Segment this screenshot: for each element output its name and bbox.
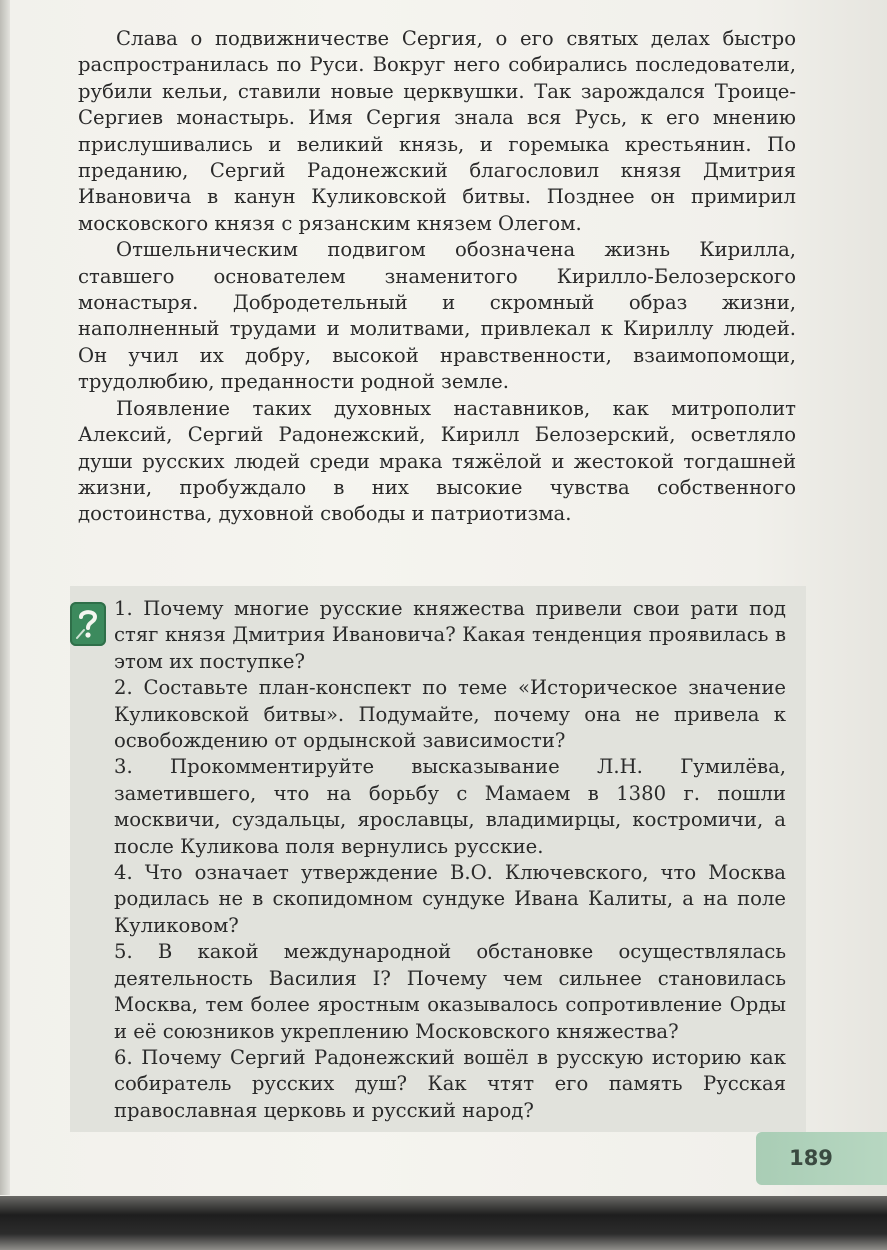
question-item: 5. В какой международной обстановке осуществлялась деятельность Василия I? Почему чем сильнее становилась Москва, тем более яростным оказывалось сопротивление Орды и её союзников укреплению Московского княжества? (114, 940, 786, 1043)
page-number-tab (756, 1132, 887, 1185)
paragraph: Отшельническим подвигом обозначена жизнь Кирилла, ставшего основателем знаменитого Кирилло-Белозерского монастыря. Добродетельный и скромный образ жизни, наполненный трудами и молитвами, привлекал к Кириллу людей. Он учил их добру, высокой нравственности, взаимопомощи, трудолюбию, преданности родной земле. (78, 238, 796, 394)
scan-edge (0, 0, 10, 1195)
question-item: 6. Почему Сергий Радонежский вошёл в русскую историю как собиратель русских душ? Как чтят его память Русская православная церковь и русский народ? (114, 1045, 786, 1122)
page-number: 189 (789, 1146, 833, 1170)
question-item: 2. Составьте план-конспект по теме «Историческое значение Куликовской битвы». Подумайте, почему она не привела к освобождению от ордынской зависимости? (114, 676, 786, 753)
questions-list (114, 596, 786, 1124)
question-item: 3. Прокомментируйте высказывание Л.Н. Гумилёва, заметившего, что на борьбу с Мамаем в 1380 г. пошли москвичи, суздальцы, ярославцы, владимирцы, костромичи, а после Куликова поля вернулись русские. (114, 755, 786, 858)
question-item: 4. Что означает утверждение В.О. Ключевского, что Москва родилась не в скопидомном сундуке Ивана Калиты, а на поле Куликовом? (114, 861, 786, 937)
question-mark-icon (70, 602, 106, 646)
paragraph: Слава о подвижничестве Сергия, о его святых делах быстро распространилась по Руси. Вокруг него собирались последователи, рубили кельи, ставили новые церквушки. Так зарождался Троице-Сергиев монастырь. Имя Сергия знала вся Русь, к его мнению прислушивались и великий князь, и горемыка крестьянин. По преданию, Сергий Радонежский благословил князя Дмитрия Ивановича в канун Куликовской битвы. Позднее он примирил московского князя с рязанским князем Олегом. (78, 27, 796, 235)
scan-bottom-shadow (0, 1196, 887, 1250)
question-item: 1. Почему многие русские княжества привели свои рати под стяг князя Дмитрия Ивановича? Какая тенденция проявилась в этом их поступке? (114, 597, 786, 673)
body-text (78, 26, 796, 528)
paragraph: Появление таких духовных наставников, как митрополит Алексий, Сергий Радонежский, Кирилл Белозерский, осветляло души русских людей среди мрака тяжёлой и жестокой тогдашней жизни, пробуждало в них высокие чувства собственного достоинства, духовной свободы и патриотизма. (78, 396, 796, 526)
